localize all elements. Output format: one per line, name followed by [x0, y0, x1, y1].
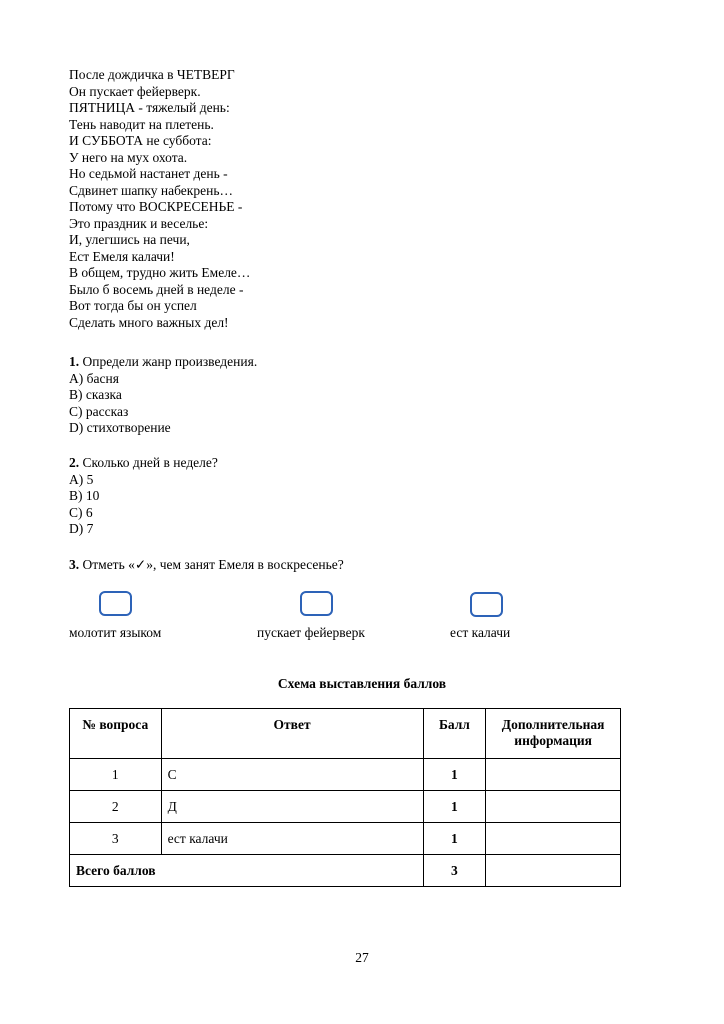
scoring-title: Схема выставления баллов	[277, 676, 447, 691]
question-number: 3.	[69, 557, 80, 572]
question-2-prompt	[69, 455, 218, 472]
checkbox-puskaet[interactable]	[300, 591, 333, 616]
poem-line: И СУББОТА не суббота:	[69, 133, 212, 148]
poem-line: И, улегшись на печи,	[69, 232, 190, 247]
question-text: Сколько дней в неделе?	[79, 455, 218, 470]
poem	[69, 67, 250, 331]
score-cell: 1	[423, 823, 486, 855]
question-number-cell: 3	[70, 823, 162, 855]
answer-cell: Д	[161, 791, 423, 823]
checkbox-molotit[interactable]	[99, 591, 132, 616]
column-header: № вопроса	[70, 709, 162, 759]
info-cell	[486, 855, 621, 887]
table-header-row	[70, 709, 621, 759]
poem-line: После дождичка в ЧЕТВЕРГ	[69, 67, 235, 82]
checkbox-est-kalachi[interactable]	[470, 592, 503, 617]
answer-option[interactable]: B) 10	[69, 488, 100, 503]
question-number: 1.	[69, 354, 80, 369]
question-3-prompt	[69, 557, 344, 574]
scoring-table	[69, 708, 621, 887]
column-header: Ответ	[161, 709, 423, 759]
total-score: 3	[423, 855, 486, 887]
poem-line: Было б восемь дней в неделе -	[69, 281, 244, 297]
poem-line: В общем, трудно жить Емеле…	[69, 265, 251, 280]
poem-line: Но седьмой настанет день -	[69, 166, 228, 181]
poem-line: ПЯТНИЦА - тяжелый день:	[69, 100, 230, 115]
answer-option[interactable]: C) рассказ	[69, 403, 129, 419]
answer-option[interactable]: A) 5	[69, 471, 94, 487]
question-2	[69, 455, 218, 538]
question-number-cell: 2	[70, 791, 162, 823]
question-3	[69, 557, 344, 574]
info-cell	[486, 791, 621, 823]
question-number: 2.	[69, 455, 80, 470]
poem-line: Сдвинет шапку набекрень…	[69, 182, 233, 198]
question-text: », чем занят Емеля в воскресенье?	[146, 557, 344, 572]
checkbox-label: пускает фейерверк	[257, 625, 365, 640]
question-1	[69, 354, 257, 437]
column-header: Балл	[423, 709, 486, 759]
answer-cell: С	[161, 759, 423, 791]
poem-line: У него на мух охота.	[69, 149, 188, 165]
info-cell	[486, 823, 621, 855]
table-row	[70, 823, 621, 855]
answer-option[interactable]: D) 7	[69, 521, 94, 536]
question-1-prompt	[69, 354, 257, 371]
score-cell: 1	[423, 759, 486, 791]
answer-option[interactable]: D) стихотворение	[69, 420, 171, 435]
poem-line: Он пускает фейерверк.	[69, 83, 201, 99]
answer-option[interactable]: C) 6	[69, 504, 93, 520]
poem-line: Потому что ВОСКРЕСЕНЬЕ -	[69, 199, 243, 214]
question-text: Определи жанр произведения.	[79, 354, 258, 369]
table-row	[70, 759, 621, 791]
info-cell	[486, 759, 621, 791]
checkmark-icon: ✓	[134, 557, 147, 572]
score-cell: 1	[423, 791, 486, 823]
answer-option[interactable]: A) басня	[69, 370, 119, 386]
table-row	[70, 791, 621, 823]
poem-line: Сделать много важных дел!	[69, 314, 229, 330]
answer-cell: ест калачи	[161, 823, 423, 855]
poem-line: Вот тогда бы он успел	[69, 298, 197, 313]
poem-line: Это праздник и веселье:	[69, 215, 209, 231]
total-label: Всего баллов	[70, 855, 424, 887]
poem-line: Ест Емеля калачи!	[69, 248, 175, 264]
question-text: Отметь «	[79, 557, 135, 572]
question-number-cell: 1	[70, 759, 162, 791]
checkbox-label: молотит языком	[69, 625, 162, 640]
poem-line: Тень наводит на плетень.	[69, 116, 214, 132]
answer-option[interactable]: B) сказка	[69, 387, 122, 402]
checkbox-label: ест калачи	[450, 625, 511, 640]
table-total-row	[70, 855, 621, 887]
column-header: Дополнительная информация	[486, 709, 621, 759]
page-number: 27	[355, 950, 369, 965]
